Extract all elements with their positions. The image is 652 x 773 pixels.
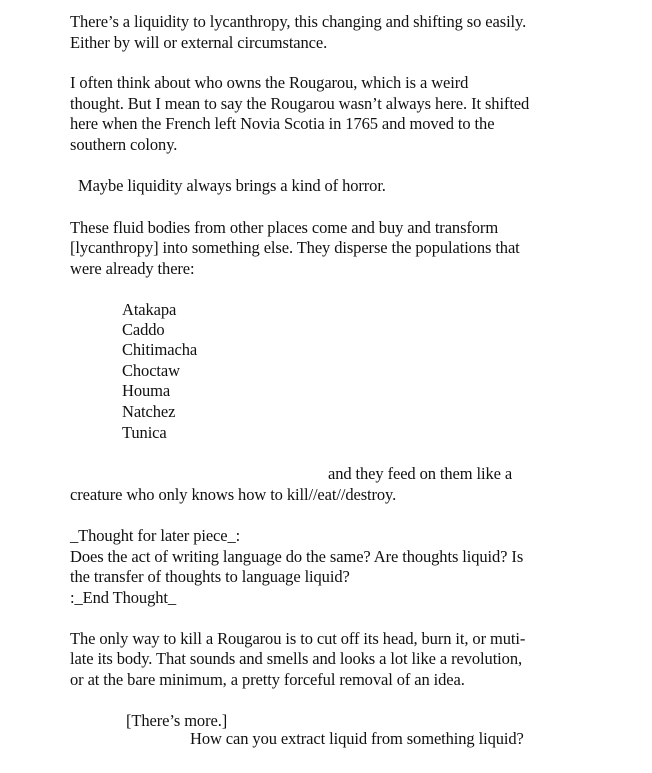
- text-line: Either by will or external circumstance.: [70, 33, 328, 52]
- text-line: and they feed on them like a: [328, 464, 513, 483]
- list-item: Natchez: [122, 402, 176, 421]
- list-item: Tunica: [122, 423, 167, 442]
- text-line: These fluid bodies from other places come and buy and transform: [70, 218, 499, 237]
- text-line: Maybe liquidity always brings a kind of horror.: [78, 176, 386, 195]
- text-line: I often think about who owns the Rougarou, which is a weird: [70, 73, 469, 92]
- text-line: the transfer of thoughts to language liquid?: [70, 567, 350, 586]
- text-line: creature who only knows how to kill//eat//destroy.: [70, 485, 397, 504]
- text-line: were already there:: [70, 259, 195, 278]
- text-line: [lycanthropy] into something else. They disperse the populations that: [70, 238, 520, 257]
- list-item: Houma: [122, 381, 171, 400]
- thought-heading: _Thought for later piece_:: [70, 526, 241, 545]
- text-line: late its body. That sounds and smells and looks a lot like a revolution,: [70, 649, 522, 668]
- list-item: Chitimacha: [122, 340, 198, 359]
- list-item: Caddo: [122, 320, 165, 339]
- list-item: Atakapa: [122, 300, 177, 319]
- text-line: here when the French left Novia Scotia in 1765 and moved to the: [70, 114, 495, 133]
- closing-question: How can you extract liquid from something liquid?: [190, 729, 524, 748]
- text-line: There’s a liquidity to lycanthropy, this changing and shifting so easily.: [70, 12, 527, 31]
- text-line: thought. But I mean to say the Rougarou wasn’t always here. It shifted: [70, 94, 530, 113]
- more-note: [There’s more.]: [126, 711, 228, 730]
- thought-end: :_End Thought_: [70, 588, 177, 607]
- text-line: Does the act of writing language do the same? Are thoughts liquid? Is: [70, 547, 524, 566]
- text-line: southern colony.: [70, 135, 178, 154]
- text-line: The only way to kill a Rougarou is to cut off its head, burn it, or muti-: [70, 629, 526, 648]
- list-item: Choctaw: [122, 361, 180, 380]
- text-line: or at the bare minimum, a pretty forceful removal of an idea.: [70, 670, 465, 689]
